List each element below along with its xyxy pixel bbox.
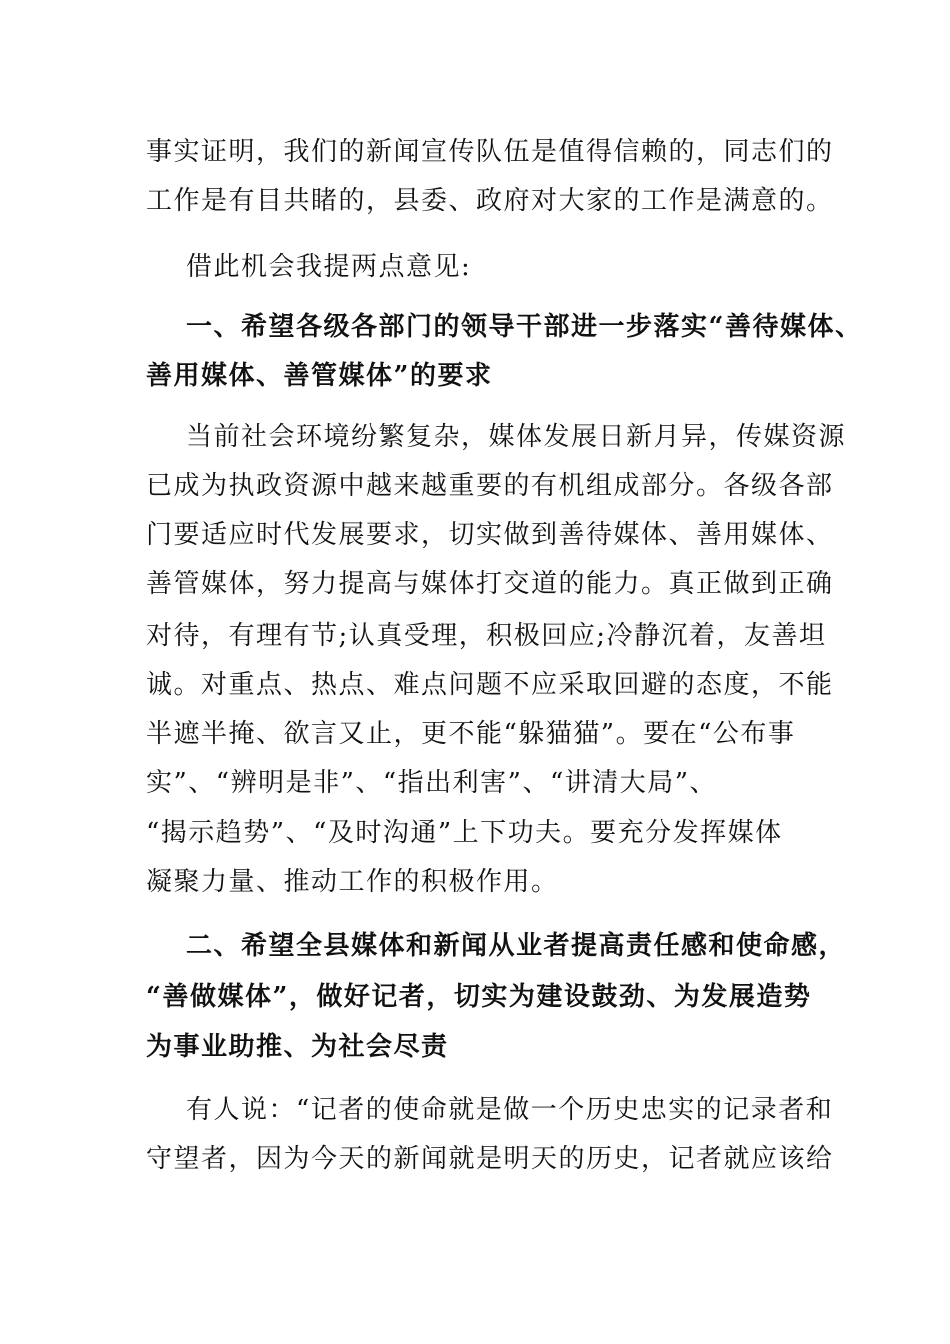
section-heading-line: 一、希望各级各部门的领导干部进一步落实“善待媒体、 — [186, 312, 863, 342]
paragraph-line: 门要适应时代发展要求，切实做到善待媒体、善用媒体、 — [146, 520, 834, 550]
section-heading-line: 为事业助推、为社会尽责 — [146, 1032, 449, 1062]
paragraph-line: “揭示趋势”、“及时沟通”上下功夫。要充分发挥媒体 — [146, 818, 783, 848]
paragraph-line: 工作是有目共睹的，县委、政府对大家的工作是满意的。 — [146, 186, 834, 216]
paragraph-line: 当前社会环境纷繁复杂，媒体发展日新月异，传媒资源 — [186, 422, 847, 452]
paragraph-line: 对待，有理有节;认真受理，积极回应;冷静沉着，友善坦 — [146, 621, 827, 651]
paragraph-line: 已成为执政资源中越来越重要的有机组成部分。各级各部 — [146, 471, 834, 501]
section-heading-line: “善做媒体”，做好记者，切实为建设鼓劲、为发展造势 — [146, 982, 812, 1012]
paragraph-line: 守望者，因为今天的新闻就是明天的历史，记者就应该给 — [146, 1144, 834, 1174]
paragraph-line: 借此机会我提两点意见: — [186, 252, 472, 282]
section-heading-line: 二、希望全县媒体和新闻从业者提高责任感和使命感， — [186, 931, 847, 961]
paragraph-line: 实”、“辨明是非”、“指出利害”、“讲清大局”、 — [146, 768, 718, 798]
section-heading-line: 善用媒体、善管媒体”的要求 — [146, 361, 493, 391]
paragraph-line: 有人说：“记者的使命就是做一个历史忠实的记录者和 — [186, 1095, 834, 1125]
paragraph-line: 诚。对重点、热点、难点问题不应采取回避的态度，不能 — [146, 670, 834, 700]
paragraph-line: 半遮半掩、欲言又止，更不能“躲猫猫”。要在“公布事 — [146, 719, 796, 749]
paragraph-line: 事实证明，我们的新闻宣传队伍是值得信赖的，同志们的 — [146, 137, 834, 167]
paragraph-line: 凝聚力量、推动工作的积极作用。 — [146, 867, 559, 897]
paragraph-line: 善管媒体，努力提高与媒体打交道的能力。真正做到正确 — [146, 569, 834, 599]
